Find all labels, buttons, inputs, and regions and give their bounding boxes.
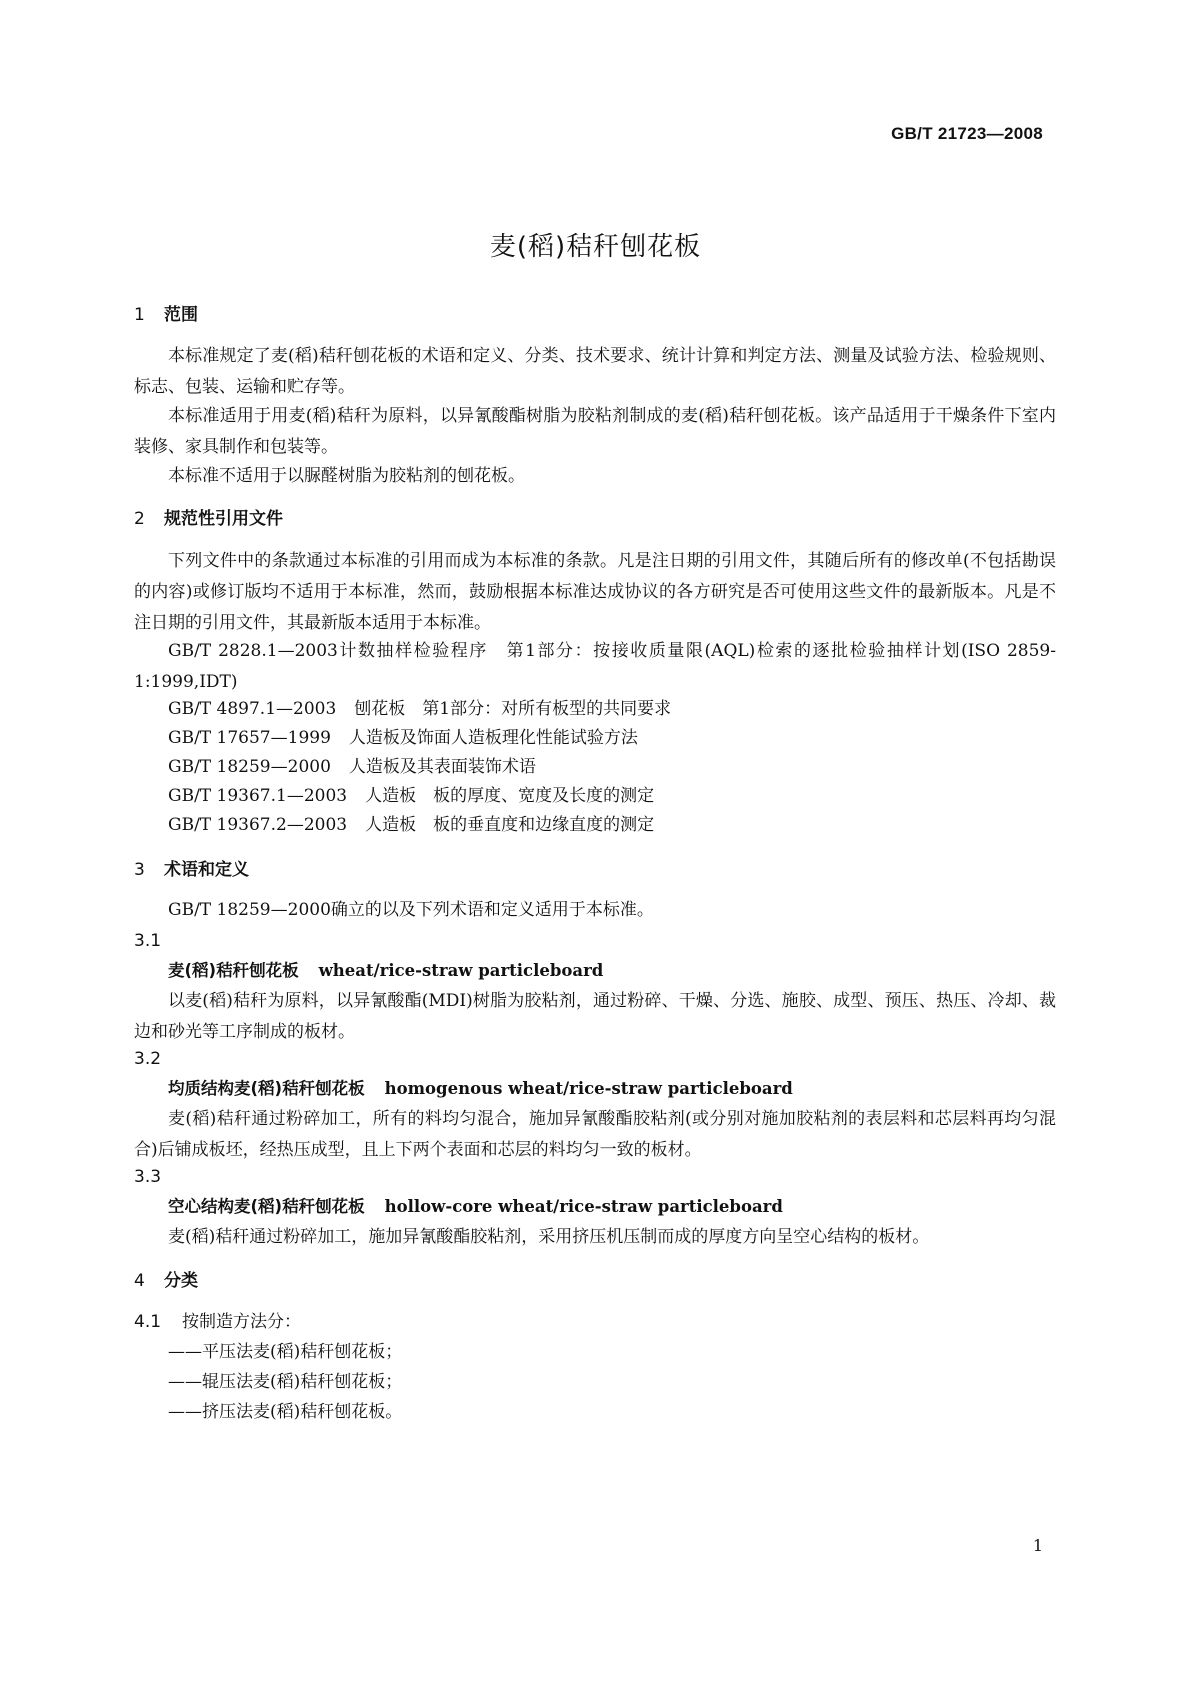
reference-title: 人造板及饰面人造板理化性能试验方法: [348, 728, 638, 748]
section-2-paragraph-1: 下列文件中的条款通过本标准的引用而成为本标准的条款。凡是注日期的引用文件，其随后所有的修改单(不包括勘误的内容)或修订版均不适用于本标准，然而，鼓励根据本标准达成协议的各方研究是否可使用这些文件的最新版本。凡是不注日期的引用文件，其最新版本适用于本标准。: [134, 551, 1056, 633]
reference-title: 人造板 板的垂直度和边缘直度的测定: [365, 815, 655, 835]
subsection-4-1: [134, 1307, 1056, 1337]
reference-code: GB/T 18259—2000: [168, 757, 331, 777]
term-english: wheat/rice-straw particleboard: [318, 961, 604, 980]
term-english: homogenous wheat/rice-straw particleboard: [384, 1079, 793, 1098]
reference-item: [134, 694, 1090, 724]
term-number: 3.1: [134, 931, 162, 951]
subsection-number: 4.1: [134, 1312, 162, 1332]
section-title: 分类: [164, 1271, 198, 1291]
section-title: 规范性引用文件: [164, 509, 283, 529]
term-chinese: 空心结构麦(稻)秸秆刨花板: [168, 1197, 365, 1216]
reference-item: [134, 781, 1090, 811]
term-definition: 麦(稻)秸秆通过粉碎加工，所有的料均匀混合，施加异氰酸酯胶粘剂(或分别对施加胶粘剂的表层料和芯层料再均匀混合)后铺成板坯，经热压成型，且上下两个表面和芯层的料均匀一致的板材。: [134, 1109, 1056, 1160]
section-1-paragraph-1: 本标准规定了麦(稻)秸秆刨花板的术语和定义、分类、技术要求、统计计算和判定方法、测量及试验方法、检验规则、标志、包装、运输和贮存等。: [134, 346, 1056, 397]
page-number: 1: [1032, 1536, 1043, 1555]
list-item: ——平压法麦(稻)秸秆刨花板；: [168, 1342, 403, 1362]
reference-title: 刨花板 第1部分：对所有板型的共同要求: [354, 699, 672, 719]
section-number: 3: [134, 860, 145, 880]
reference-title: 计数抽样检验程序 第1部分：按接收质量限(AQL)检索的逐批检验抽样计划(ISO 2859-1:1999,IDT): [134, 641, 1056, 692]
term-definition: 麦(稻)秸秆通过粉碎加工，施加异氰酸酯胶粘剂，采用挤压机压制而成的厚度方向呈空心结构的板材。: [168, 1227, 930, 1247]
reference-code: GB/T 17657—1999: [168, 728, 331, 748]
term-english: hollow-core wheat/rice-straw particleboard: [384, 1197, 783, 1216]
section-3-heading: [134, 855, 1056, 885]
reference-item: [134, 723, 1090, 753]
section-number: 1: [134, 305, 145, 325]
subsection-text: 按制造方法分：: [182, 1312, 301, 1332]
reference-code: GB/T 2828.1—2003: [168, 641, 338, 661]
section-2-heading: [134, 504, 1056, 534]
term-number: 3.2: [134, 1049, 162, 1069]
reference-code: GB/T 4897.1—2003: [168, 699, 337, 719]
term-heading: [134, 956, 1090, 986]
document-title: 麦(稻)秸秆刨花板: [489, 232, 702, 262]
reference-item: [134, 636, 1056, 698]
term-chinese: 均质结构麦(稻)秸秆刨花板: [168, 1079, 365, 1098]
term-heading: [134, 1074, 1090, 1104]
section-4-heading: [134, 1266, 1056, 1296]
section-title: 术语和定义: [164, 860, 249, 880]
section-1-paragraph-3: 本标准不适用于以脲醛树脂为胶粘剂的刨花板。: [168, 466, 525, 486]
term-number: 3.3: [134, 1167, 162, 1187]
section-1-paragraph-2: 本标准适用于用麦(稻)秸秆为原料，以异氰酸酯树脂为胶粘剂制成的麦(稻)秸秆刨花板。该产品适用于干燥条件下室内装修、家具制作和包装等。: [134, 406, 1056, 457]
term-chinese: 麦(稻)秸秆刨花板: [168, 961, 299, 980]
term-heading: [134, 1192, 1090, 1222]
standard-code: GB/T 21723—2008: [891, 124, 1043, 143]
section-3-intro: GB/T 18259—2000确立的以及下列术语和定义适用于本标准。: [168, 900, 654, 920]
reference-code: GB/T 19367.1—2003: [168, 786, 348, 806]
list-item: ——挤压法麦(稻)秸秆刨花板。: [168, 1402, 403, 1422]
section-1-heading: [134, 300, 1056, 330]
list-item: ——辊压法麦(稻)秸秆刨花板；: [168, 1372, 403, 1392]
reference-code: GB/T 19367.2—2003: [168, 815, 348, 835]
reference-title: 人造板 板的厚度、宽度及长度的测定: [365, 786, 655, 806]
section-number: 2: [134, 509, 145, 529]
section-title: 范围: [164, 305, 198, 325]
reference-title: 人造板及其表面装饰术语: [348, 757, 536, 777]
section-number: 4: [134, 1271, 145, 1291]
reference-item: [134, 810, 1090, 840]
term-definition: 以麦(稻)秸秆为原料，以异氰酸酯(MDI)树脂为胶粘剂，通过粉碎、干燥、分选、施胶、成型、预压、热压、冷却、裁边和砂光等工序制成的板材。: [134, 991, 1056, 1042]
reference-item: [134, 752, 1090, 782]
